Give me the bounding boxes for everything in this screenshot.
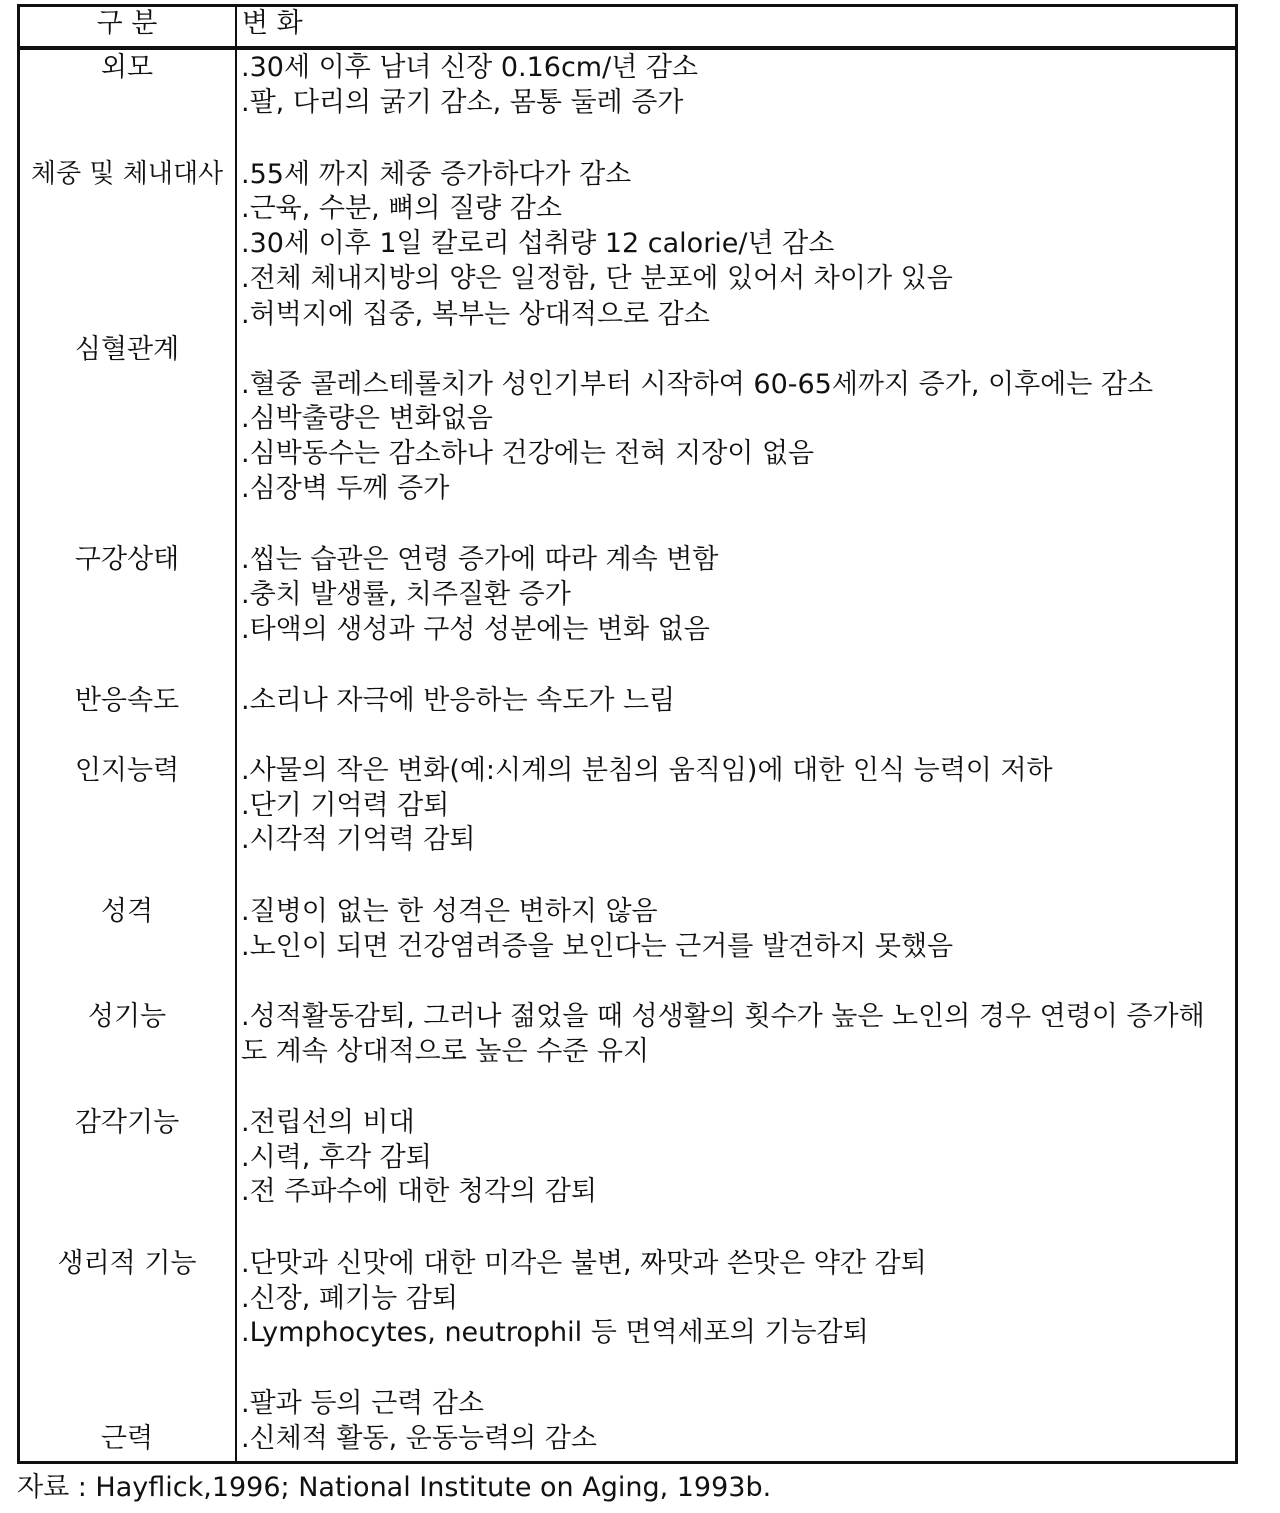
row-line: .혈중 콜레스테롤치가 성인기부터 시작하여 60-65세까지 증가, 이후에는 감소 bbox=[241, 369, 1154, 400]
header-change: 변 화 bbox=[242, 8, 303, 39]
row-line: .단맛과 신맛에 대한 미각은 불변, 짜맛과 쓴맛은 약간 감퇴 bbox=[241, 1248, 927, 1279]
row-category: 근력 bbox=[100, 1423, 154, 1454]
row-line: .심박동수는 감소하나 건강에는 전혀 지장이 없음 bbox=[241, 438, 815, 469]
column-divider bbox=[235, 4, 237, 1464]
row-line: .시각적 기억력 감퇴 bbox=[241, 824, 476, 855]
row-line: .신장, 폐기능 감퇴 bbox=[241, 1283, 458, 1314]
row-category: 반응속도 bbox=[74, 685, 180, 716]
row-line: .30세 이후 남녀 신장 0.16cm/년 감소 bbox=[241, 52, 699, 83]
row-line: .55세 까지 체중 증가하다가 감소 bbox=[241, 159, 632, 190]
row-line: .심장벽 두께 증가 bbox=[241, 473, 450, 504]
row-line: .소리나 자극에 반응하는 속도가 느림 bbox=[241, 685, 676, 716]
row-line: .30세 이후 1일 칼로리 섭취량 12 calorie/년 감소 bbox=[241, 228, 835, 259]
row-line: .허벅지에 집중, 복부는 상대적으로 감소 bbox=[241, 299, 710, 330]
row-line: .시력, 후각 감퇴 bbox=[241, 1142, 432, 1173]
row-category: 인지능력 bbox=[74, 755, 180, 786]
row-category: 심혈관계 bbox=[74, 334, 180, 365]
row-category: 생리적 기능 bbox=[57, 1248, 197, 1279]
row-category: 감각기능 bbox=[74, 1107, 180, 1138]
row-line: .Lymphocytes, neutrophil 등 면역세포의 기능감퇴 bbox=[241, 1317, 869, 1348]
row-line: .팔과 등의 근력 감소 bbox=[241, 1388, 484, 1419]
row-line: .전 주파수에 대한 청각의 감퇴 bbox=[241, 1176, 597, 1207]
header-category: 구 분 bbox=[96, 8, 158, 39]
row-line: .전체 체내지방의 양은 일정함, 단 분포에 있어서 차이가 있음 bbox=[241, 263, 953, 294]
row-category: 외모 bbox=[100, 52, 154, 83]
row-line: .노인이 되면 건강염려증을 보인다는 근거를 발견하지 못했음 bbox=[241, 931, 954, 962]
row-line: .질병이 없는 한 성격은 변하지 않음 bbox=[241, 896, 658, 927]
row-line: .단기 기억력 감퇴 bbox=[241, 790, 450, 821]
row-line: .씹는 습관은 연령 증가에 따라 계속 변함 bbox=[241, 544, 719, 575]
row-category: 성기능 bbox=[87, 1001, 167, 1032]
row-line: .심박출량은 변화없음 bbox=[241, 403, 493, 434]
row-category: 체중 및 체내대사 bbox=[30, 159, 224, 189]
row-line: 도 계속 상대적으로 높은 수준 유지 bbox=[241, 1036, 650, 1067]
row-category: 구강상태 bbox=[74, 544, 180, 575]
row-line: .신체적 활동, 운동능력의 감소 bbox=[241, 1423, 597, 1454]
row-line: .전립선의 비대 bbox=[241, 1107, 415, 1138]
row-line: .팔, 다리의 굵기 감소, 몸통 둘레 증가 bbox=[241, 87, 684, 118]
row-line: .사물의 작은 변화(예:시계의 분침의 움직임)에 대한 인식 능력이 저하 bbox=[241, 755, 1053, 786]
table-frame bbox=[17, 4, 1238, 1464]
row-line: .충치 발생률, 치주질환 증가 bbox=[241, 579, 571, 610]
row-line: .성적활동감퇴, 그러나 젊었을 때 성생활의 횟수가 높은 노인의 경우 연령이 증가해 bbox=[241, 1001, 1205, 1032]
row-line: .타액의 생성과 구성 성분에는 변화 없음 bbox=[241, 614, 710, 645]
row-line: .근육, 수분, 뼈의 질량 감소 bbox=[241, 193, 562, 224]
source-note: 자료 : Hayflick,1996; National Institute on Aging, 1993b. bbox=[17, 1472, 772, 1503]
row-category: 성격 bbox=[100, 896, 154, 927]
